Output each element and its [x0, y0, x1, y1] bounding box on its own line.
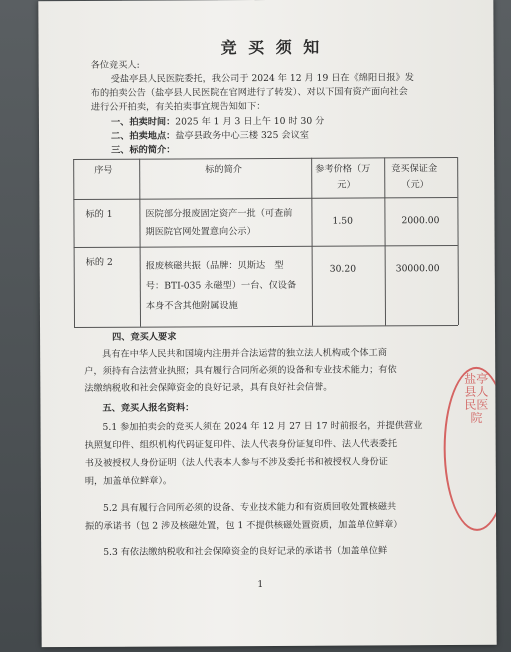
page-title: 竞 买 须 知 [220, 37, 323, 58]
row2-price: 30.20 [329, 263, 357, 275]
row2-desc-1: 报废核磁共振（品牌：贝斯达 型 [145, 259, 284, 272]
seal-text: 盐亭县人民医院 [464, 371, 489, 425]
registration-heading: 五、竞买人报名资料： [102, 402, 195, 414]
row2-no: 标的 2 [85, 256, 113, 268]
auction-time [111, 115, 324, 129]
requirements-line-1: 具有在中华人民共和国境内注册并合法运营的独立法人机构或个体工商 [102, 347, 387, 360]
requirements-line-2: 户，须持有合法营业执照；具有履行合同所必须的设备和专业技术能力；有依 [84, 364, 397, 377]
row1-deposit: 2000.00 [401, 215, 440, 227]
row2-deposit: 30000.00 [395, 263, 440, 275]
header-price-unit: 元） [337, 179, 356, 191]
lot-intro-heading: 三、标的简介： [111, 144, 176, 156]
reg-5-1-line-4: 明，加盖单位鲜章）。 [84, 475, 173, 487]
reg-5-1-line-1: 5.1 参加拍卖会的竞买人须在 2024 年 12 月 27 日 17 时前报名，并提供营业 [102, 420, 423, 433]
auction-place [111, 129, 309, 143]
intro-line-2: 布的拍卖公告（盐亭县人民医院在官网进行了转发）、对以下国有资产面向社会 [90, 86, 408, 99]
reg-5-1-line-2: 执照复印件、组织机构代码证复印件、法人代表身份证复印件、法人代表委托 [84, 438, 398, 451]
auction-time-value: 2025 年 1 月 3 日上午 10 时 30 分 [175, 115, 325, 128]
header-deposit-unit: （元） [401, 179, 429, 191]
greeting: 各位竞买人: [90, 59, 140, 71]
auction-place-value: 盐亭县政务中心三楼 325 会议室 [175, 129, 309, 142]
row1-desc-2: 期医院官网处置意向公示） [145, 226, 256, 238]
header-desc: 标的简介 [205, 164, 242, 176]
intro-line-3: 进行公开拍卖，有关拍卖事宜规告知如下： [90, 101, 266, 113]
row1-no: 标的 1 [85, 208, 113, 220]
reg-5-2-line-2: 振的承诺书（包 2 涉及核磁处置，包 1 不提供核磁处置资质，加盖单位鲜章） [85, 519, 403, 532]
header-deposit: 竞买保证金 [391, 163, 438, 175]
intro-line-1: 受盐亭县人民医院委托，我公司于 2024 年 12 月 19 日在《绵阳日报》发 [110, 72, 414, 85]
red-seal-stamp [443, 367, 496, 531]
page-number: 1 [257, 579, 264, 591]
bidder-requirements-heading: 四、竞买人要求 [112, 331, 177, 343]
reg-5-1-line-3: 书及被授权人身份证明（法人代表本人参与不涉及委托书和被授权人身份证 [84, 456, 388, 469]
row2-desc-3: 本身不含其他附属设施 [145, 300, 238, 312]
auction-time-label: 一、拍卖时间： [110, 116, 176, 128]
header-no: 序号 [94, 164, 113, 176]
document-page [38, 0, 496, 647]
requirements-line-3: 法缴纳税收和社会保障资金的良好记录，具有良好社会信誉。 [84, 381, 333, 394]
auction-place-label: 二、拍卖地点： [110, 130, 176, 142]
row1-desc-1: 医院部分报废固定资产一批（可查前 [145, 207, 293, 220]
row1-price: 1.50 [332, 215, 353, 227]
header-price: 参考价格（万 [315, 163, 371, 175]
reg-5-2-line-1: 5.2 具有履行合同所必须的设备、专业技术能力和有资质回收处置核磁共 [102, 501, 397, 514]
reg-5-3-line-1: 5.3 有依法缴纳税收和社会保障资金的良好记录的承诺书（加盖单位鲜 [103, 545, 388, 558]
row2-desc-2: 号：BTI-035 永磁型）一台、仅设备 [145, 279, 297, 292]
